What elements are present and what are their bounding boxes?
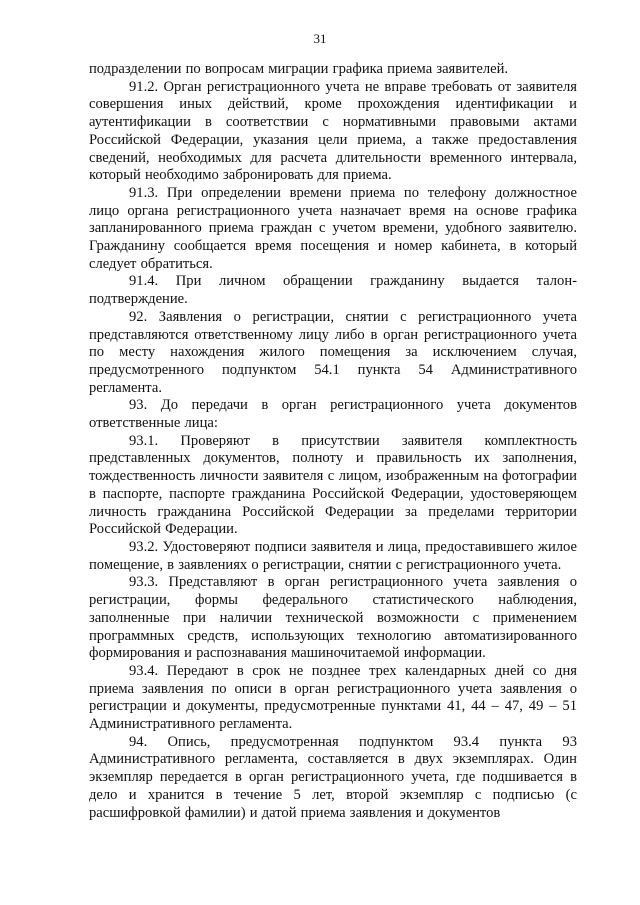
- paragraph-91-3: 91.3. При определении времени приема по телефону должностное лицо органа регистрационного учета назначает время на основе графика запланированного приема граждан с учетом времени, удобного заявителю. Гражданину сообщается время посещения и номер кабинета, в который следует обратиться.: [89, 184, 577, 272]
- paragraph-94: 94. Опись, предусмотренная подпунктом 93.4 пункта 93 Административного регламента, составляется в двух экземплярах. Один экземпляр передается в орган регистрационного учета, где подшивается в дело и хранится в течение 5 лет, второй экземпляр с подписью (с расшифровкой фамилии) и датой приема заявления и документов: [89, 733, 577, 821]
- paragraph-91-4: 91.4. При личном обращении гражданину выдается талон-подтверждение.: [89, 273, 577, 308]
- paragraph-93-2: 93.2. Удостоверяют подписи заявителя и лица, предоставившего жилое помещение, в заявлениях о регистрации, снятии с регистрационного учета.: [89, 538, 577, 573]
- paragraph-93-1: 93.1. Проверяют в присутствии заявителя комплектность представленных документов, полноту и правильность их заполнения, тождественность личности заявителя с лицом, изображенным на фотографии в паспорте, паспорте гражданина Российской Федерации, удостоверяющем личность гражданина Российской Федерации за пределами территории Российской Федерации.: [89, 432, 577, 538]
- document-body: [89, 61, 577, 822]
- paragraph-93-4: 93.4. Передают в срок не позднее трех календарных дней со дня приема заявления по описи в орган регистрационного учета заявления о регистрации и документы, предусмотренные пунктами 41, 44 – 47, 49 – 51 Административного регламента.: [89, 662, 577, 733]
- paragraph-91-2: 91.2. Орган регистрационного учета не вправе требовать от заявителя совершения иных действий, кроме прохождения идентификации и аутентификации в соответствии с нормативными правовыми актами Российской Федерации, указания цели приема, а также предоставления сведений, необходимых для расчета длительности временного интервала, который необходимо забронировать для приема.: [89, 78, 577, 184]
- paragraph-93-3: 93.3. Представляют в орган регистрационного учета заявления о регистрации, формы федерального статистического наблюдения, заполненные при наличии технической возможности с применением программных средств, использующих технологию автоматизированного формирования и распознавания машиночитаемой информации.: [89, 574, 577, 662]
- paragraph-continuation: подразделении по вопросам миграции графика приема заявителей.: [89, 61, 509, 77]
- page-number: 31: [313, 31, 327, 46]
- paragraph-92: 92. Заявления о регистрации, снятии с регистрационного учета представляются ответственному лицу либо в орган регистрационного учета по месту нахождения жилого помещения за исключением случая, предусмотренного подпунктом 54.1 пункта 54 Административного регламента.: [89, 308, 577, 396]
- paragraph-93: 93. До передачи в орган регистрационного учета документов ответственные лица:: [89, 397, 577, 432]
